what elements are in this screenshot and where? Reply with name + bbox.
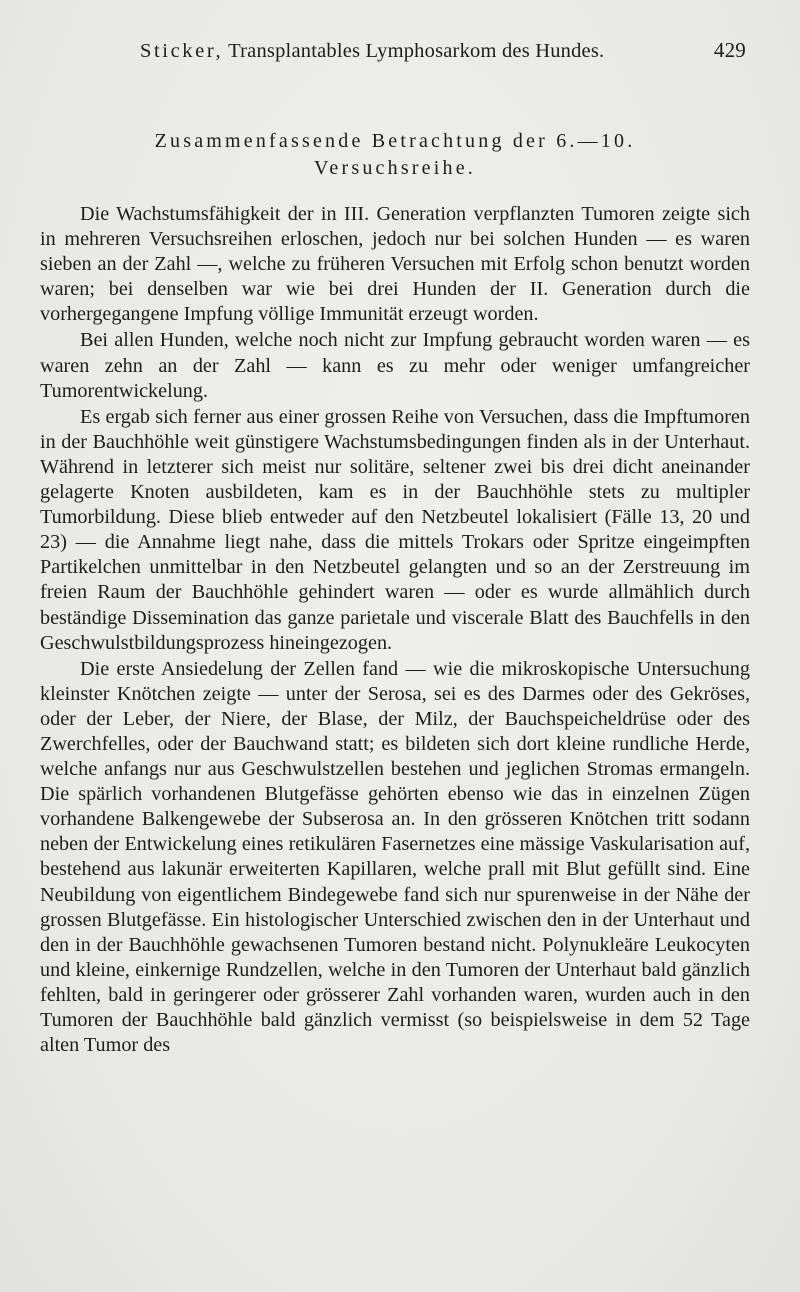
body-text: [40, 202, 750, 1058]
header-author: Sticker,: [140, 40, 224, 62]
page-number: 429: [713, 38, 746, 62]
paragraph: Bei allen Hunden, welche noch nicht zur Impfung gebraucht worden waren — es waren zehn an der Zahl — kann es zu mehr oder weniger umfangreicher Tumorentwickelung.: [40, 329, 750, 402]
paragraph: Die erste Ansiedelung der Zellen fand — wie die mikroskopische Untersuchung kleinster Knötchen zeigte — unter der Serosa, sei es des Darmes oder des Gekröses, oder der Leber, der Niere, der Blase, der Milz, der Bauchspeicheldrüse oder des Zwerchfelles, oder der Bauchwand statt; es bildeten sich dort kleine rundliche Herde, welche anfangs nur aus Geschwulstzellen bestehen und jeglichen Stromas ermangeln. Die spärlich vorhandenen Blutgefässe gehörten ebenso wie das in einzelnen Zügen vorhandene Balkengewebe der Subserosa an. In den grösseren Knötchen tritt sodann neben der Entwickelung eines retikulären Fasernetzes eine mässige Vaskularisation auf, bestehend aus lakunär erweiterten Kapillaren, welche prall mit Blut gefüllt sind. Eine Neubildung von eigentlichem Bindegewebe fand sich nur spurenweise in der Nähe der grossen Blutgefässe. Ein histologischer Unterschied zwischen den in der Unterhaut und den in der Bauchhöhle gewachsenen Tumoren bestand nicht. Polynukleäre Leukocyten und kleine, einkernige Rundzellen, welche in den Tumoren der Unterhaut bald gänzlich fehlten, bald in geringerer oder grösserer Zahl vorhanden waren, wurden auch in den Tumoren der Bauchhöhle bald gänzlich vermisst (so beispielsweise in dem 52 Tage alten Tumor des: [40, 657, 750, 1057]
header-title: Transplantables Lymphosarkom des Hundes.: [228, 40, 605, 62]
paragraph: Die Wachstumsfähigkeit der in III. Generation verpflanzten Tumoren zeigte sich in mehreren Versuchsreihen erloschen, jedoch nur bei solchen Hunden — es waren sieben an der Zahl —, welche zu früheren Versuchen mit Erfolg schon benutzt worden waren; bei denselben war wie bei drei Hunden der II. Generation durch die vorhergegangene Impfung völlige Immunität erzeugt worden.: [40, 203, 750, 326]
paragraph: Es ergab sich ferner aus einer grossen Reihe von Versuchen, dass die Impftumoren in der Bauchhöhle weit günstigere Wachstumsbedingungen finden als in der Unterhaut. Während in letzterer sich meist nur solitäre, seltener zwei bis drei dicht aneinander gelagerte Knoten ausbildeten, kam es in der Bauchhöhle stets zu multipler Tumorbildung. Diese blieb entweder auf den Netzbeutel lokalisiert (Fälle 13, 20 und 23) — die Annahme liegt nahe, dass die mittels Trokars oder Spritze eingeimpften Partikelchen unmittelbar in den Netzbeutel gelangten und so an der Zerstreuung im freien Raum der Bauchhöhle gehindert waren — oder es wurde allmählich durch beständige Dissemination das ganze parietale und viscerale Blatt des Bauchfells in den Geschwulstbildungsprozess hineingezogen.: [40, 405, 750, 654]
section-title: Zusammenfassende Betrachtung der 6.—10. Versuchsreihe.: [154, 130, 636, 179]
running-head-text: [140, 40, 604, 63]
running-head: [40, 38, 750, 72]
